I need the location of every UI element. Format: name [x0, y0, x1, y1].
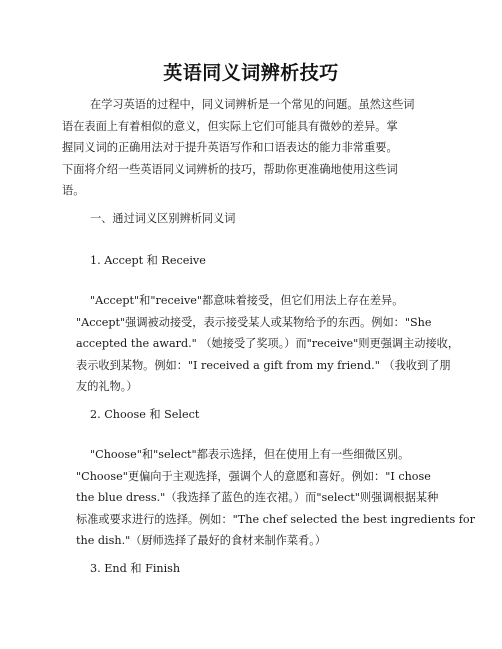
- section-heading: 一、通过词义区别辨析同义词: [90, 212, 236, 225]
- item-heading-choose-select: 2. Choose 和 Select: [90, 408, 200, 421]
- item1-line: 表示收到某物。例如："I received a gift from my friend." （我收到了朋: [76, 358, 451, 372]
- item2-paragraph: [76, 444, 476, 552]
- intro-line: 下面将介绍一些英语同义词辨析的技巧，帮助你更准确地使用这些词: [62, 162, 398, 176]
- intro-line: 语。: [62, 184, 85, 197]
- item2-line: the dish."（厨师选择了最好的食材来制作菜肴。）: [76, 534, 327, 547]
- item2-line: the blue dress."（我选择了蓝色的连衣裙。）而"select"则强调根据某种: [76, 491, 439, 504]
- intro-line: 握同义词的正确用法对于提升英语写作和口语表达的能力非常重要。: [62, 141, 398, 154]
- item1-paragraph: [76, 290, 460, 398]
- item1-line: "Accept"和"receive"都意味着接受，但它们用法上存在差异。: [90, 294, 404, 307]
- intro-line: 在学习英语的过程中，同义词辨析是一个常见的问题。虽然这些词: [90, 98, 415, 111]
- item2-line: 标准或要求进行的选择。例如："The chef selected the best ingredients for: [76, 512, 476, 526]
- item-heading-end-finish: 3. End 和 Finish: [90, 562, 181, 575]
- document-title: 英语同义词辨析技巧: [163, 62, 339, 84]
- item-heading-accept-receive: 1. Accept 和 Receive: [90, 254, 206, 267]
- item1-line: 友的礼物。）: [76, 380, 138, 393]
- intro-paragraph: [62, 94, 436, 202]
- item2-line: "Choose"更偏向于主观选择，强调个人的意愿和喜好。例如："I chose: [76, 469, 431, 483]
- intro-line: 语在表面上有着相似的意义，但实际上它们可能具有微妙的差异。掌: [62, 119, 398, 133]
- item1-line: accepted the award." （她接受了奖项。）而"receive"则更强调主动接收，: [76, 337, 460, 350]
- item1-line: "Accept"强调被动接受，表示接受某人或某物给予的东西。例如："She: [76, 315, 432, 329]
- item2-line: "Choose"和"select"都表示选择，但在使用上有一些细微区别。: [90, 448, 410, 461]
